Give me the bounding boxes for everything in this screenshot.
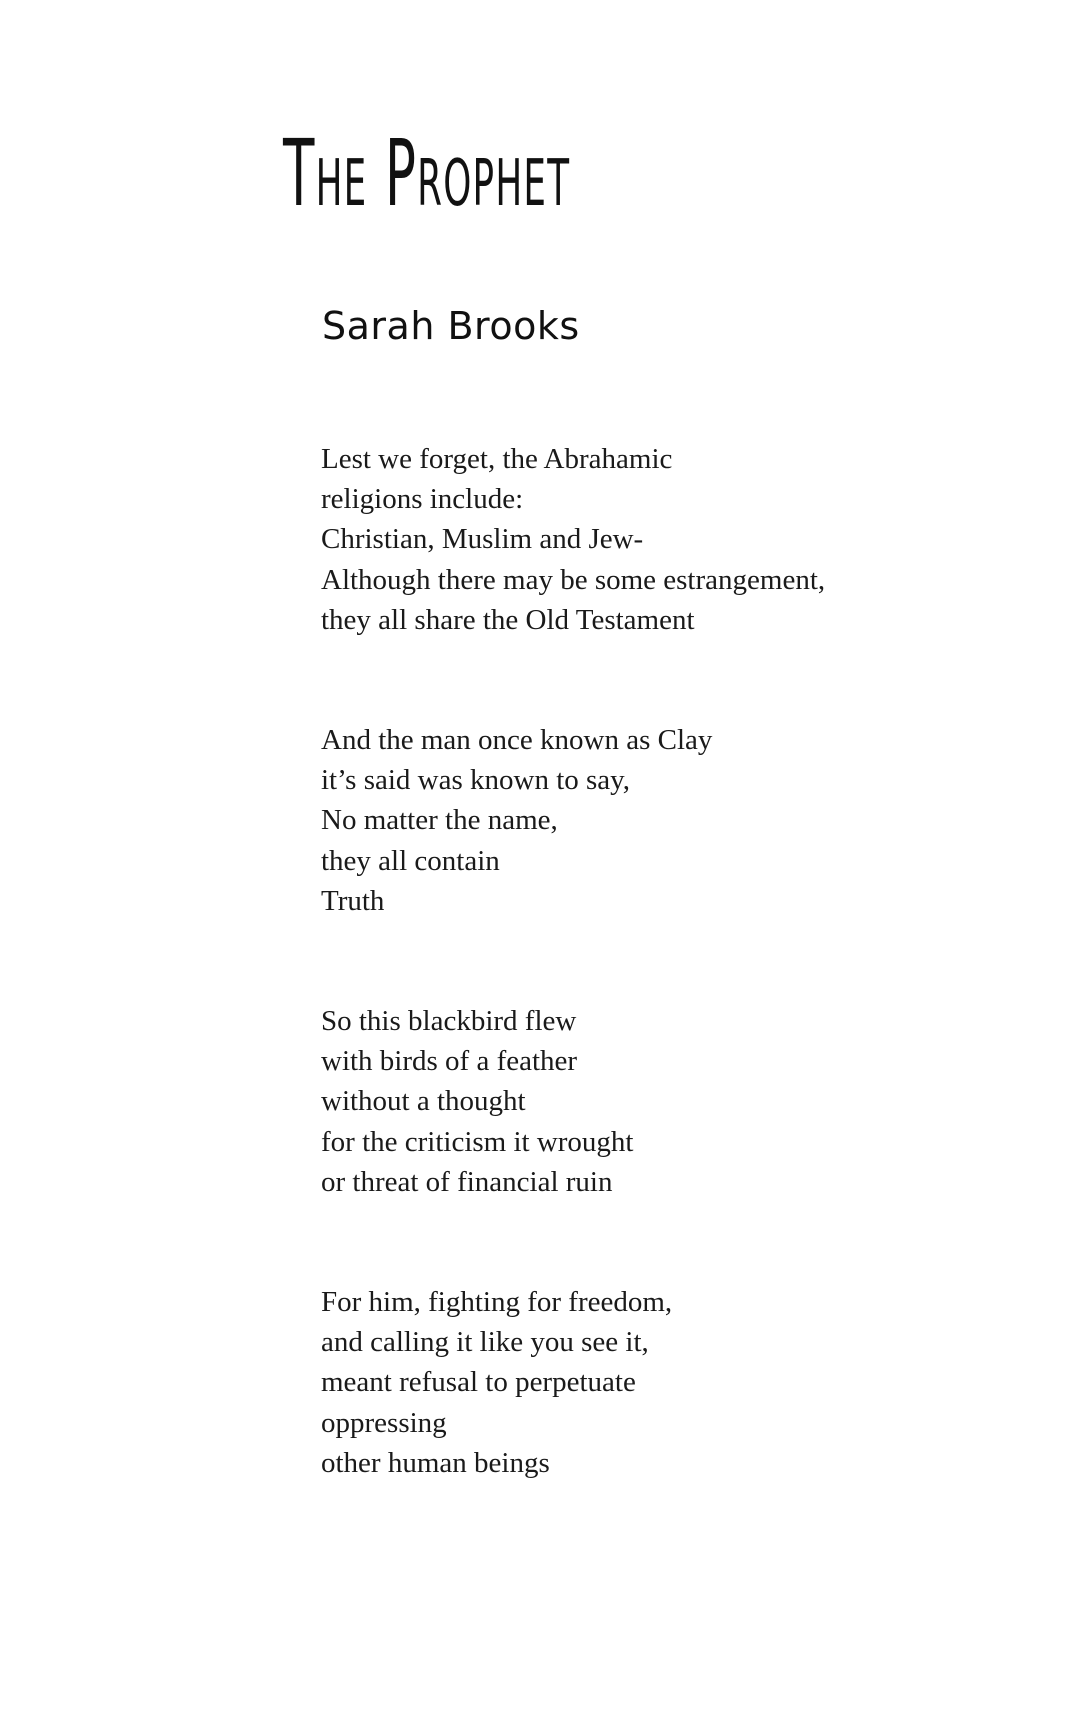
poem-title: The Prophet: [283, 120, 571, 227]
poem-line: Truth: [321, 884, 385, 917]
stanza: [321, 1282, 672, 1483]
poem-line: for the criticism it wrought: [321, 1125, 634, 1158]
poem-line: meant refusal to perpetuate: [321, 1366, 636, 1399]
poem-line: other human beings: [321, 1446, 550, 1479]
poem-line: religions include:: [321, 483, 524, 516]
poem-line: without a thought: [321, 1085, 526, 1118]
poem-line: No matter the name,: [321, 804, 558, 837]
poem-line: Lest we forget, the Abrahamic: [321, 443, 673, 475]
poem-line: they all share the Old Testament: [321, 603, 695, 636]
poem-line: Christian, Muslim and Jew-: [321, 523, 644, 556]
poem-line: they all contain: [321, 844, 500, 877]
poem-line: Although there may be some estrangement,: [321, 563, 826, 596]
stanza: [321, 1001, 634, 1202]
poem-line: with birds of a feather: [321, 1045, 578, 1078]
poem-line: it’s said was known to say,: [321, 764, 631, 797]
poem-line: or threat of financial ruin: [321, 1165, 613, 1198]
poem-line: and calling it like you see it,: [321, 1326, 649, 1359]
poem-line: For him, fighting for freedom,: [321, 1286, 673, 1318]
poem-author: Sarah Brooks: [322, 304, 580, 348]
poem-line: And the man once known as Clay: [321, 724, 713, 756]
poem-line: So this blackbird flew: [321, 1005, 577, 1037]
stanza: [321, 720, 712, 921]
stanza: [321, 439, 825, 640]
poem-line: oppressing: [321, 1406, 447, 1439]
